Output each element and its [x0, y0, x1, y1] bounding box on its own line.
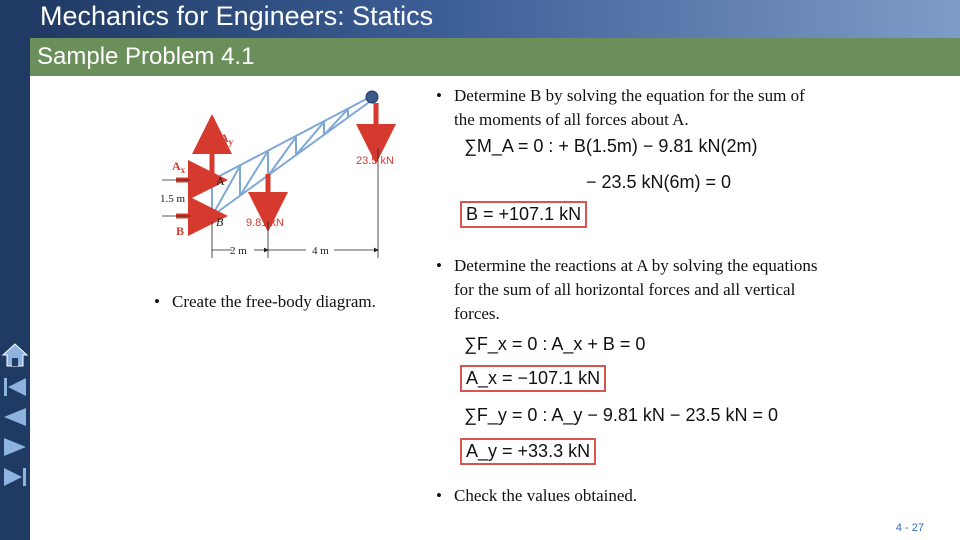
equation-sum-fx: ∑F_x = 0 : A_x + B = 0 [464, 334, 646, 354]
equation-moments-line1: ∑M_A = 0 : + B(1.5m) − 9.81 kN(2m) [464, 136, 758, 156]
title-bar [30, 0, 960, 38]
label-ax: $A_x$ [172, 159, 186, 175]
crane-boom [212, 96, 372, 216]
equation-sum-fy: ∑F_y = 0 : A_y − 9.81 kN − 23.5 kN = 0 [464, 405, 779, 425]
home-icon[interactable] [0, 340, 30, 370]
label-ay: $A_y$ [220, 131, 234, 147]
left-bullet-text: Create the free-body diagram. [172, 292, 376, 311]
label-a: A [216, 174, 225, 188]
result-b: B = +107.1 kN [460, 201, 587, 228]
page-number: 4 - 27 [895, 522, 924, 534]
bullet-dot: • [154, 292, 160, 311]
previous-slide-icon[interactable] [0, 402, 30, 432]
label-b-force: B [176, 224, 185, 238]
label-load-235: 23.5 kN [356, 155, 394, 167]
label-dim-15: 1.5 m [160, 193, 186, 205]
right-bullet-1-text: Determine B by solving the equation for the sum of the moments of all forces about A. [454, 86, 805, 129]
sidebar [0, 0, 30, 540]
right-bullet-3-text: Check the values obtained. [454, 486, 638, 505]
label-dim-4: 4 m [312, 245, 329, 257]
pulley [366, 91, 378, 103]
next-slide-icon[interactable] [0, 432, 30, 462]
free-body-diagram [150, 82, 420, 264]
label-load-981: 9.81 kN [246, 217, 284, 229]
slide-subtitle: Sample Problem 4.1 [37, 43, 255, 70]
last-slide-icon[interactable] [0, 462, 30, 492]
right-bullet-2-text: Determine the reactions at A by solving the equations for the sum of all horizontal forces and all vertical forces. [454, 256, 818, 323]
result-ax: A_x = −107.1 kN [460, 365, 606, 392]
label-dim-2: 2 m [230, 245, 247, 257]
slide-title: Mechanics for Engineers: Statics [40, 1, 434, 31]
label-b-point: B [216, 215, 224, 229]
result-ay: A_y = +33.3 kN [460, 438, 596, 465]
first-slide-icon[interactable] [0, 372, 30, 402]
equation-moments-line2: − 23.5 kN(6m) = 0 [586, 172, 732, 192]
subtitle-bar [30, 38, 960, 76]
pin-b [209, 213, 215, 219]
